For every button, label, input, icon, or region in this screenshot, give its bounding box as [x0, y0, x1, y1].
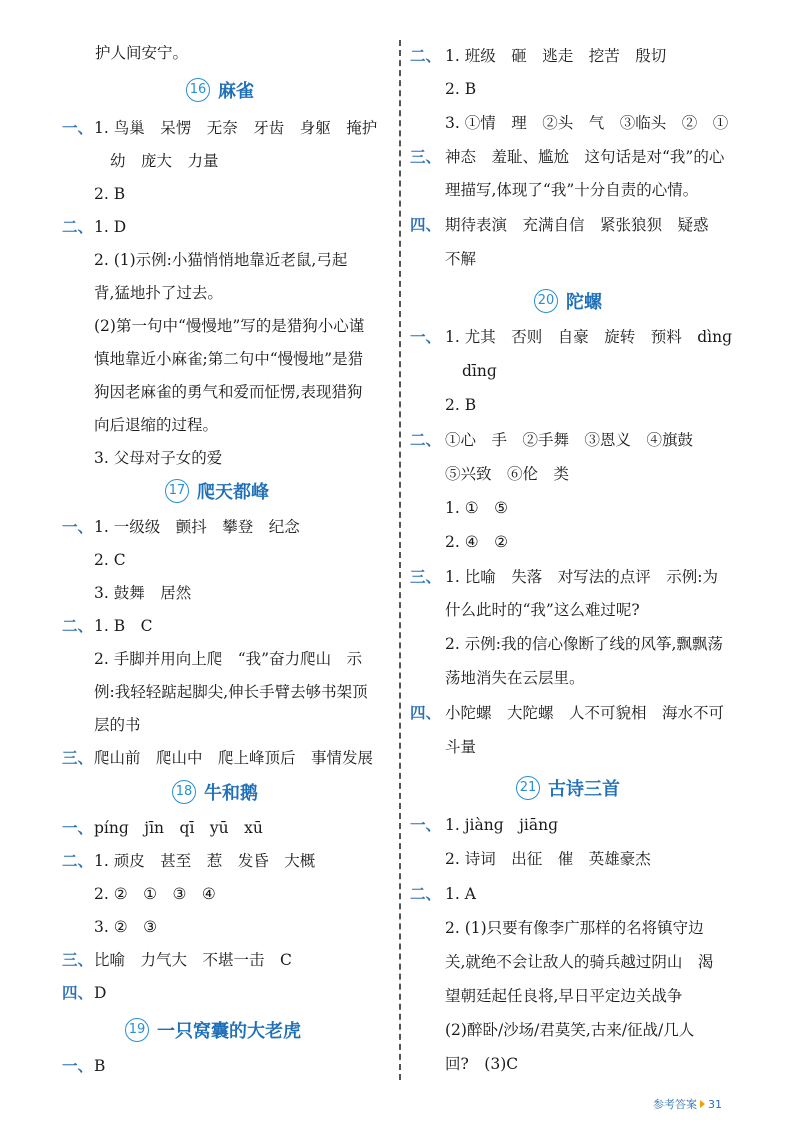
answer-line: dīnɡ: [462, 362, 497, 380]
section-label: 一、: [62, 819, 94, 837]
answer-line: 2. 手脚并用向上爬 “我”奋力爬山 示: [94, 650, 363, 668]
answer-line: 2. C: [94, 551, 126, 569]
answer-line: 荡地消失在云层里。: [445, 669, 585, 687]
answer-line: 爬山前 爬山中 爬上峰顶后 事情发展: [94, 749, 374, 767]
answer-line: 1. D: [94, 218, 127, 236]
lesson-number: 18: [172, 780, 196, 804]
section-label: 一、: [62, 1057, 94, 1075]
lesson-number: 17: [165, 479, 189, 503]
answer-line: 3. ①情 理 ②头 气 ③临头 ② ①: [445, 114, 729, 132]
page-footer: [653, 1096, 722, 1112]
answer-line: 2. 诗词 出征 催 英雄豪杰: [445, 850, 651, 868]
lesson-name: 古诗三首: [548, 779, 620, 800]
section-label: 四、: [62, 984, 94, 1002]
section-label: 二、: [410, 431, 442, 449]
answer-line: 1. ① ⑤: [445, 499, 509, 517]
lesson-title-18: [172, 779, 258, 805]
answer-line: 1. B C: [94, 617, 153, 635]
section-label: 三、: [62, 951, 94, 969]
answer-line: pínɡ jīn qī yū xū: [94, 819, 263, 837]
triangle-icon: [700, 1100, 705, 1108]
lesson-name: 牛和鹅: [204, 783, 258, 804]
section-label: 二、: [62, 617, 94, 635]
answer-line: D: [94, 984, 107, 1002]
lesson-number: 20: [534, 289, 558, 313]
answer-line: 2. B: [445, 80, 477, 98]
answer-line: 2. B: [94, 185, 126, 203]
lesson-number: 16: [186, 78, 210, 102]
lesson-name: 一只窝囊的大老虎: [157, 1021, 301, 1042]
lesson-title-17: [165, 478, 269, 504]
answer-line: 期待表演 充满自信 紧张狼狈 疑惑: [445, 216, 709, 234]
answer-line: 1. 一级级 颤抖 攀登 纪念: [94, 518, 300, 536]
answer-line: 什么此时的“我”这么难过呢?: [445, 601, 640, 619]
answer-line: 斗量: [445, 738, 477, 756]
answer-line: 关,就绝不会让敌人的骑兵越过阴山 渴: [445, 953, 714, 971]
section-label: 四、: [410, 216, 442, 234]
section-label: 一、: [62, 119, 94, 137]
answer-line: 2. (1)只要有像李广那样的名将镇守边: [445, 919, 704, 937]
answer-line: 1. 鸟巢 呆愣 无奈 牙齿 身躯 掩护: [94, 119, 378, 137]
answer-line: 3. 鼓舞 居然: [94, 584, 192, 602]
section-label: 一、: [410, 816, 442, 834]
answer-line: 向后退缩的过程。: [94, 416, 219, 434]
answer-line: 望朝廷起任良将,早日平定边关战争: [445, 987, 683, 1005]
answer-line: ⑤兴致 ⑥伦 类: [445, 465, 570, 483]
answer-line: 2. B: [445, 396, 477, 414]
answer-line: 2. ④ ②: [445, 533, 509, 551]
section-label: 三、: [410, 568, 442, 586]
lesson-title-20: [534, 288, 602, 314]
answer-line: 慎地靠近小麻雀;第二句中“慢慢地”是猎: [94, 350, 364, 368]
answer-line: 神态 羞耻、尴尬 这句话是对“我”的心: [445, 148, 725, 166]
answer-line: 2. ② ① ③ ④: [94, 885, 216, 903]
answer-line: 3. 父母对子女的爱: [94, 449, 223, 467]
section-label: 四、: [410, 704, 442, 722]
answer-line: 层的书: [94, 716, 141, 734]
answer-line: 小陀螺 大陀螺 人不可貌相 海水不可: [445, 704, 725, 722]
page-number: 31: [708, 1097, 722, 1111]
answer-line: 狗因老麻雀的勇气和爱而怔愣,表现猎狗: [94, 383, 363, 401]
section-label: 三、: [410, 148, 442, 166]
lesson-name: 爬天都峰: [197, 482, 269, 503]
answer-line: 不解: [445, 250, 477, 268]
section-label: 二、: [410, 47, 442, 65]
lesson-number: 19: [125, 1018, 149, 1042]
answer-line: 比喻 力气大 不堪一击 C: [94, 951, 292, 969]
answer-line: 3. ② ③: [94, 918, 158, 936]
answer-line: 护人间安宁。: [95, 44, 189, 62]
answer-line: 回? (3)C: [445, 1055, 519, 1073]
section-label: 一、: [410, 328, 442, 346]
lesson-title-19: [125, 1017, 301, 1043]
answer-line: 例:我轻轻踮起脚尖,伸长手臂去够书架顶: [94, 683, 368, 701]
section-label: 二、: [410, 885, 442, 903]
answer-line: 幼 庞大 力量: [110, 152, 219, 170]
section-label: 一、: [62, 518, 94, 536]
answer-line: 2. 示例:我的信心像断了线的风筝,飘飘荡: [445, 635, 723, 653]
answer-line: 1. 比喻 失落 对写法的点评 示例:为: [445, 568, 718, 586]
answer-line: 2. (1)示例:小猫悄悄地靠近老鼠,弓起: [94, 251, 348, 269]
answer-line: (2)醉卧/沙场/君莫笑,古来/征战/几人: [445, 1021, 695, 1039]
lesson-title-21: [516, 775, 620, 801]
lesson-number: 21: [516, 776, 540, 800]
answer-line: (2)第一句中“慢慢地”写的是猎狗小心谨: [94, 317, 365, 335]
answer-line: 1. 班级 砸 逃走 挖苦 殷切: [445, 47, 667, 65]
section-label: 三、: [62, 749, 94, 767]
footer-label: 参考答案: [653, 1098, 697, 1111]
answer-line: 1. A: [445, 885, 476, 903]
answer-line: 1. 顽皮 甚至 惹 发昏 大概: [94, 852, 316, 870]
lesson-title-16: [186, 77, 254, 103]
section-label: 二、: [62, 218, 94, 236]
answer-line: 背,猛地扑了过去。: [94, 284, 223, 302]
section-label: 二、: [62, 852, 94, 870]
lesson-name: 陀螺: [566, 292, 602, 313]
answer-line: ①心 手 ②手舞 ③恩义 ④旗鼓: [445, 431, 694, 449]
answer-line: 1. 尤其 否则 自豪 旋转 预料 dìnɡ: [445, 328, 733, 346]
answer-line: B: [94, 1057, 106, 1075]
column-divider: [399, 40, 401, 1080]
answer-line: 1. jiànɡ jiānɡ: [445, 816, 559, 834]
answer-line: 理描写,体现了“我”十分自责的心情。: [445, 181, 699, 199]
lesson-name: 麻雀: [218, 81, 254, 102]
